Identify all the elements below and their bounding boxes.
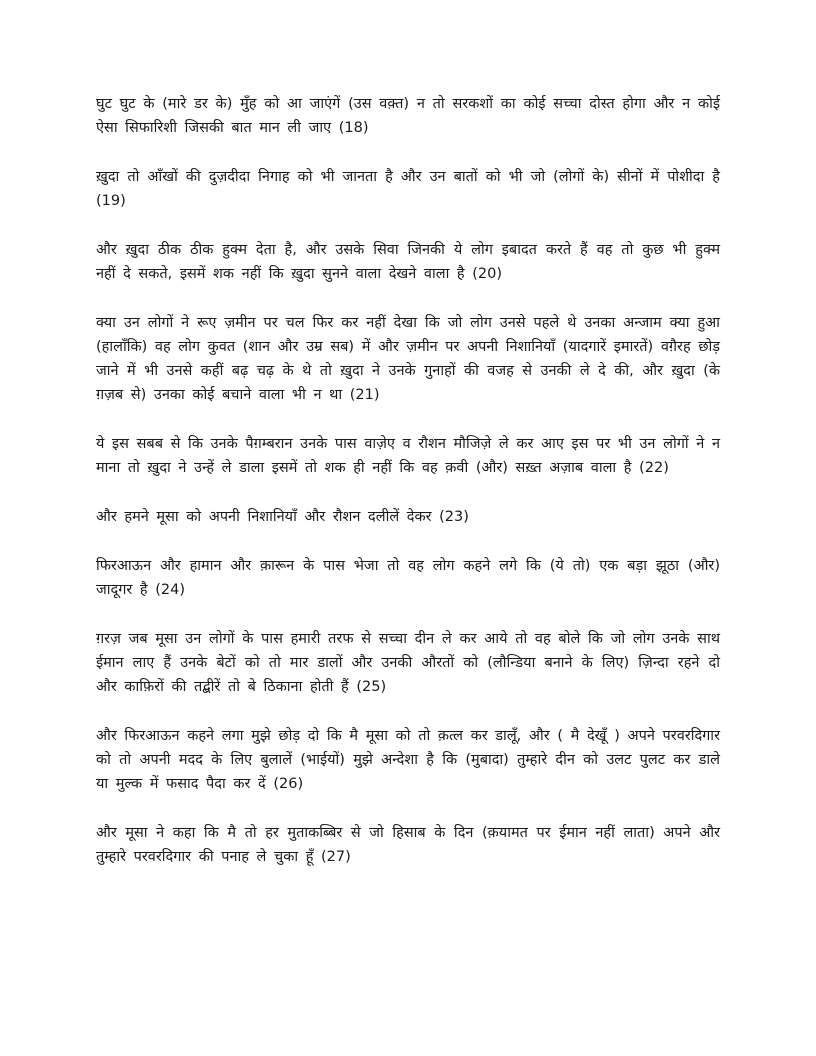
verse-22: ये इस सबब से कि उनके पैग़म्बरान उनके पास वाज़ेए व रौशन मौजिज़े ले कर आए इस पर भी उन लोगों ने न माना तो ख़ुदा ने उन्हें ले डाला इसमें तो शक ही नहीं कि वह क़वी (और) सख़्त अज़ाब वाला है (22)	[96, 436, 720, 476]
verse-19: ख़ुदा तो आँखों की दुज़दीदा निगाह को भी जानता है और उन बातों को भी जो (लोगों के) सीनों में पोशीदा है (19)	[96, 169, 720, 209]
verse-26: और फिरआऊन कहने लगा मुझे छोड़ दो कि मै मूसा को तो क़त्ल कर डालूँ, और ( मै देखूँ ) अपने परवरदिगार को तो अपनी मदद के लिए बुलालें (भाईयों) मुझे अन्देशा है कि (मुबादा) तुम्हारे दीन को उलट पुलट कर डाले या मुल्क में फसाद पैदा कर दें (26)	[96, 728, 720, 792]
verse-20: और ख़ुदा ठीक ठीक हुक्म देता है, और उसके सिवा जिनकी ये लोग इबादत करते हैं वह तो कुछ भी हुक्म नहीं दे सकते, इसमें शक नहीं कि ख़ुदा सुनने वाला देखने वाला है (20)	[96, 242, 720, 282]
verse-25: ग़रज़ जब मूसा उन लोगों के पास हमारी तरफ से सच्चा दीन ले कर आये तो वह बोले कि जो लोग उनके साथ ईमान लाए हैं उनके बेटों को तो मार डालों और उनकी औरतों को (लौन्डिया बनाने के लिए) ज़िन्दा रहने दो और काफ़िरों की तद्बीरें तो बे ठिकाना होती हैं (25)	[96, 631, 720, 695]
verse-list	[96, 92, 720, 894]
verse-27: और मूसा ने कहा कि मै तो हर मुताकब्बिर से जो हिसाब के दिन (क़यामत पर ईमान नहीं लाता) अपने और तुम्हारे परवरदिगार की पनाह ले चुका हूँ (27)	[96, 825, 720, 865]
verse-18: घुट घुट के (मारे डर के) मुँह को आ जाएंगें (उस वक़्त) न तो सरकशों का कोई सच्चा दोस्त होगा और न कोई ऐसा सिफारिशी जिसकी बात मान ली जाए (18)	[96, 96, 720, 136]
verse-21: क्या उन लोगों ने रूए ज़मीन पर चल फिर कर नहीं देखा कि जो लोग उनसे पहले थे उनका अन्जाम क्या हुआ (हालाँकि) वह लोग कुवत (शान और उम्र सब) में और ज़मीन पर अपनी निशानियाँ (यादगारें इमारतें) वग़ैरह छोड़ जाने में भी उनसे कहीं बढ़ चढ़ के थे तो ख़ुदा ने उनके गुनाहों की वजह से उनकी ले दे की, और ख़ुदा (के ग़ज़ब से) उनका कोई बचाने वाला भी न था (21)	[96, 315, 720, 403]
verse-24: फिरआऊन और हामान और क़ारून के पास भेजा तो वह लोग कहने लगे कि (ये तो) एक बड़ा झूठा (और) जादूगर है (24)	[96, 558, 720, 598]
verse-23: और हमने मूसा को अपनी निशानियाँ और रौशन दलीलें देकर (23)	[96, 509, 469, 525]
